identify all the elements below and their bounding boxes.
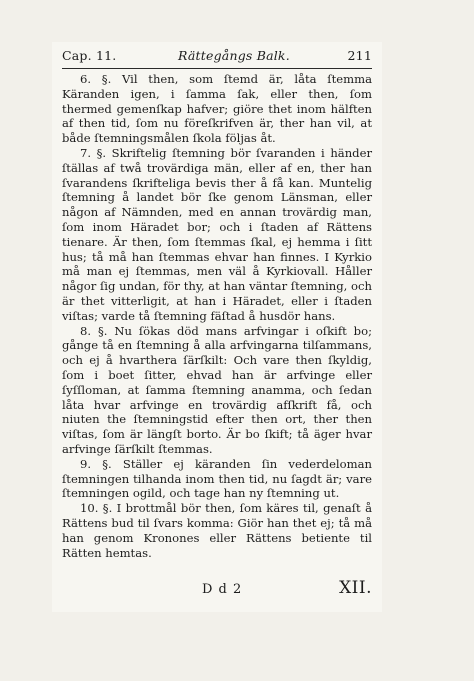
page-number: 211 <box>347 48 372 63</box>
signature-mark: D d 2 <box>202 582 243 597</box>
page-footer <box>62 578 372 602</box>
header-rule <box>62 68 372 69</box>
page-body <box>62 72 372 560</box>
paragraph-9: 9. §. Ställer ej käranden ſin vederdeloman ſtemningen tilhanda inom then tid, nu ſagdt är; vare ſtemningen ogild, och tage han ny ſtemning ut. <box>62 456 372 501</box>
running-title: Rättegångs Balk. <box>178 48 290 63</box>
running-header <box>62 46 372 68</box>
paragraph-6: 6. §. Vil then, som ſtemd är, låta ſtemma Käranden igen, i ſamma ſak, eller then, ſom thermed gemenſkap hafver; giöre thet inom hälften af then tid, ſom nu föreſkrifven är, ther han vil, at både ſtemningsmålen ſkola följas åt. <box>62 72 372 146</box>
paragraph-8: 8. §. Nu ſökas död mans arfvingar i oſkift bo; gånge tå en ſtemning å alla arfvingarna tilſammans, och ej å hvarthera ſärſkilt: Och vare then ſkyldig, ſom i boet ſitter, ehvad han är arfvinge eller ſyſſloman, at ſamma ſtemning anamma, och ſedan låta hvar arfvinge en trovärdig afſkrift få, och niuten the ſtemningstid efter then ort, ther then viſtas, ſom är längſt borto. Är bo ſkift; tå äger hvar arfvinge ſärſkilt ſtemmas. <box>62 323 372 456</box>
chapter-label: Cap. 11. <box>62 48 117 63</box>
catchword: XII. <box>339 578 372 598</box>
paragraph-7: 7. §. Skriftelig ſtemning bör ſvaranden i händer ſtällas af twå trovärdiga män, eller af en, ther han ſvarandens ſkrifteliga bevis ther å få kan. Muntelig ſtemning å landet bör ſke genom Länsman, eller någon af Nämnden, med en annan trovärdig man, ſom inom Häradet bor; och i ſtaden af Rättens tienare. Är then, ſom ſtemmas ſkal, ej hemma i ſitt hus; tå må han ſtemmas ehvar han finnes. I Kyrkio må man ej ſtemmas, men väl å Kyrkiovall. Håller någor ſig undan, för thy, at han väntar ſtemning, och är thet vitterligit, at han i Häradet, eller i ſtaden viſtas; varde tå ſtemning fäſtad å husdör hans. <box>62 145 372 323</box>
paragraph-10: 10. §. I brottmål bör then, ſom käres til, genaſt å Rättens bud til ſvars komma: Giör han thet ej; tå må han genom Kronones eller Rättens betiente til Rätten hemtas. <box>62 501 372 560</box>
